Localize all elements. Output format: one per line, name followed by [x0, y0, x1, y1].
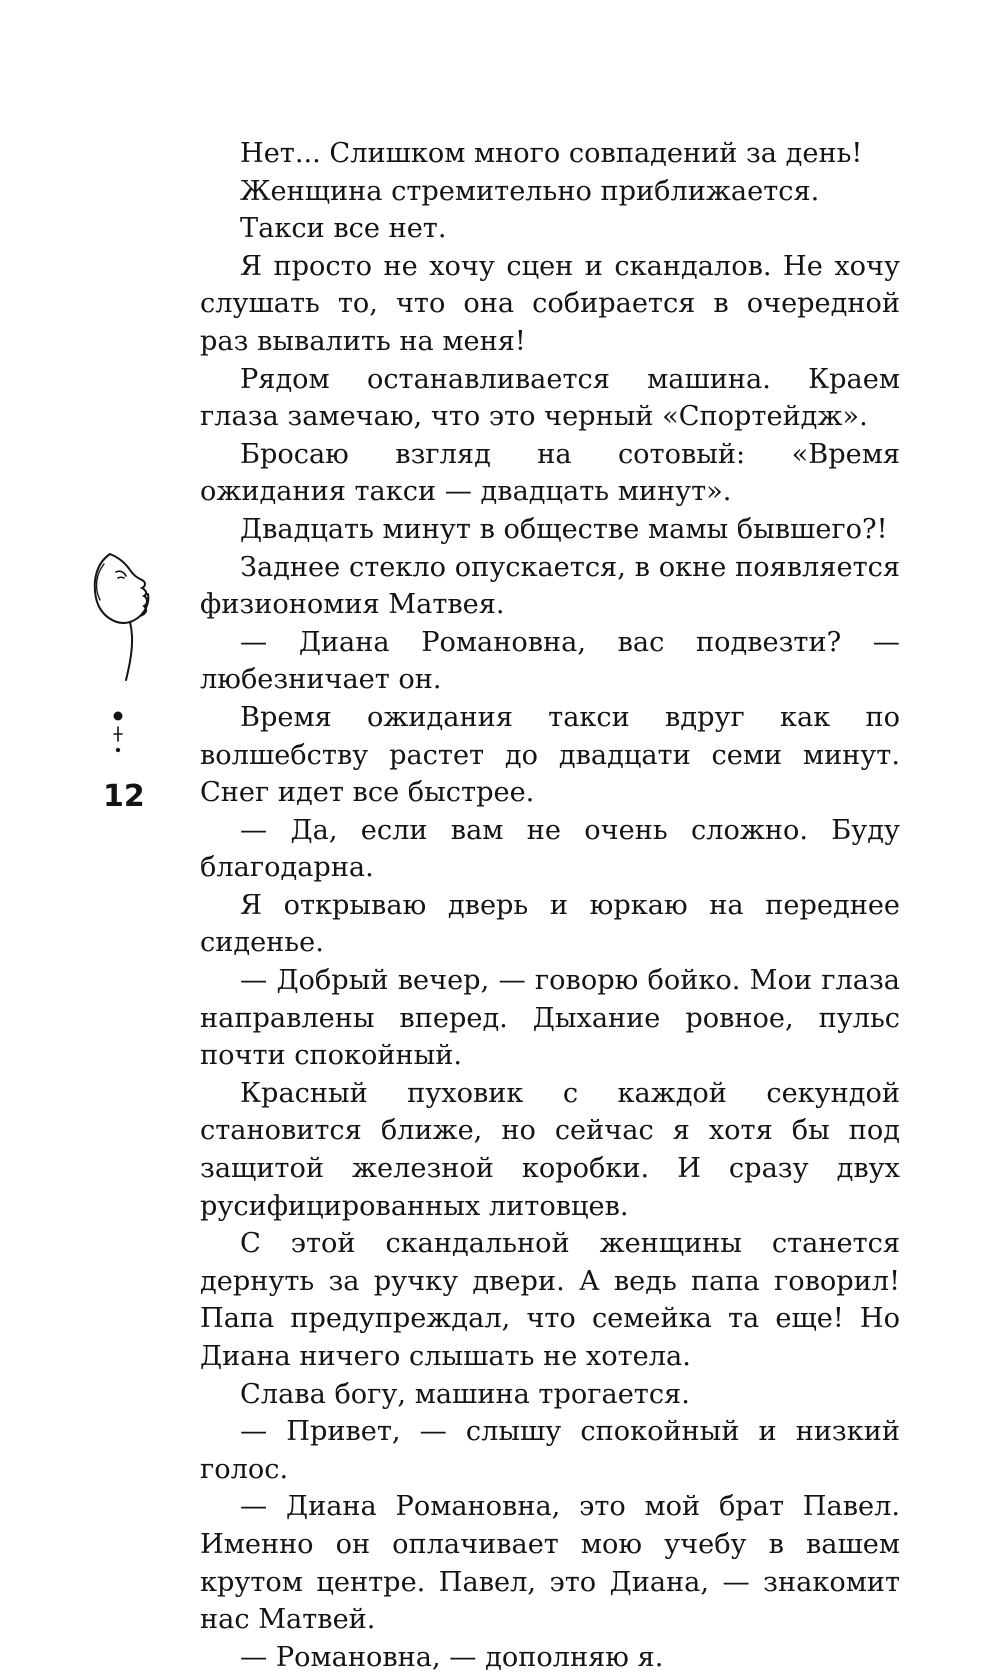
paragraph: — Привет, — слышу спокойный и низкий голос.: [200, 1416, 900, 1485]
paragraph: — Романовна, — дополняю я.: [240, 1641, 664, 1673]
paragraph: Рядом останавливается машина. Краем глаза замечаю, что это черный «Спортейдж».: [200, 363, 900, 433]
paragraph: — Да, если вам не очень сложно. Буду благодарна.: [200, 814, 900, 884]
paragraph: Я открываю дверь и юркаю на переднее сиденье.: [200, 889, 900, 959]
paragraph: — Диана Романовна, вас подвезти? — любезничает он.: [200, 626, 900, 696]
paragraph: Нет... Слишком много совпадений за день!: [240, 138, 863, 169]
paragraph: Женщина стремительно приближается.: [240, 175, 820, 207]
paragraph: — Добрый вечер, — говорю бойко. Мои глаза направлены вперед. Дыхание ровное, пульс почти спокойный.: [200, 965, 900, 1072]
paragraph: Я просто не хочу сцен и скандалов. Не хочу слушать то, что она собирается в очередной раз вывалить на меня!: [200, 250, 900, 357]
dots-ornament-icon: [110, 710, 130, 760]
paragraph: — Диана Романовна, это мой брат Павел. Именно он оплачивает мою учебу в вашем крутом центре. Павел, это Диана, — знакомит нас Матвей.: [200, 1491, 900, 1636]
paragraph: Двадцать минут в обществе мамы бывшего?!: [240, 513, 888, 545]
paragraph: Время ожидания такси вдруг как по волшебству растет до двадцати семи минут. Снег идет все быстрее.: [200, 701, 900, 809]
body-text: [200, 135, 900, 1676]
page-number: 12: [103, 779, 145, 814]
paragraph: Такси все нет.: [240, 213, 447, 245]
paragraph: Заднее стекло опускается, в окне появляется физиономия Матвея.: [200, 551, 900, 621]
paragraph: Бросаю взгляд на сотовый: «Время ожидания такси — двадцать минут».: [200, 438, 900, 508]
paragraph: С этой скандальной женщины станется дернуть за ручку двери. А ведь папа говорил! Папа предупреждал, что семейка та еще! Но Диана ничего слышать не хотела.: [200, 1228, 900, 1372]
face-profile-ornament-icon: [90, 548, 170, 682]
paragraph: Слава богу, машина трогается.: [240, 1378, 690, 1410]
paragraph: Красный пуховик с каждой секундой становится ближе, но сейчас я хотя бы под защитой железной коробки. И сразу двух русифицированных литовцев.: [200, 1077, 900, 1222]
